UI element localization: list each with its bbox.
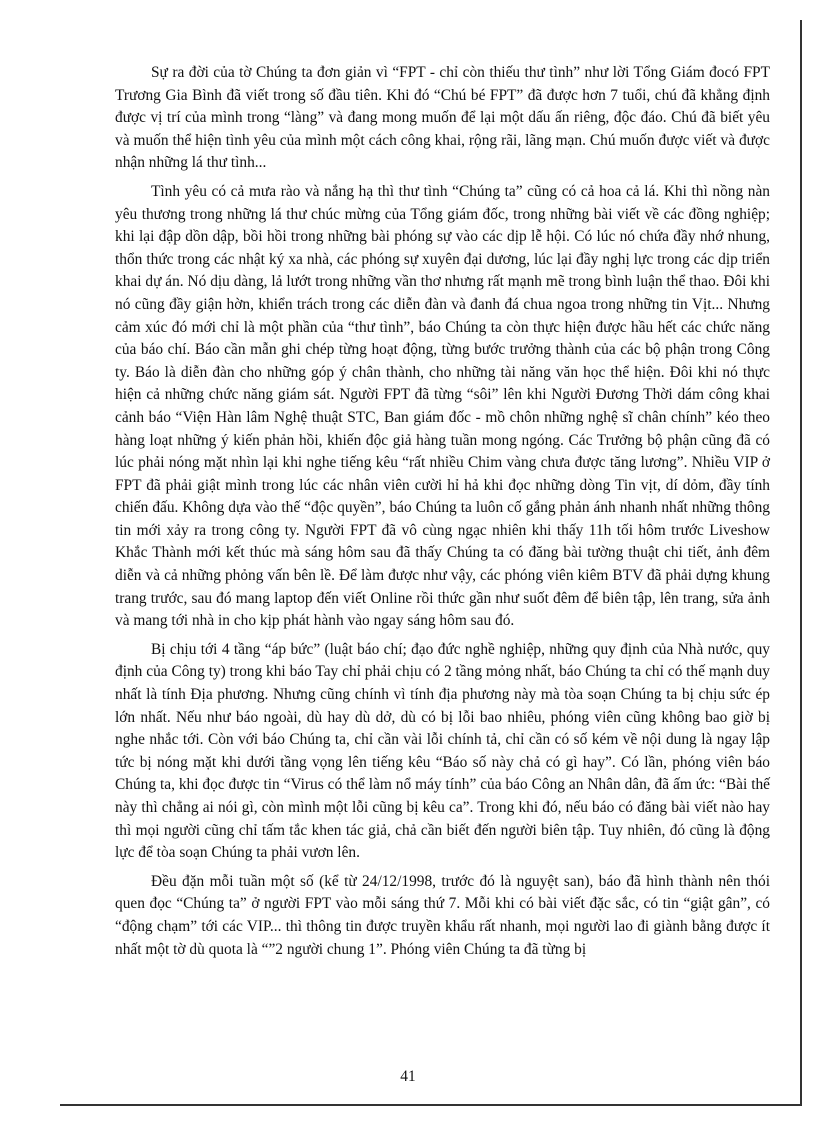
- paragraph-2: Tình yêu có cả mưa rào và nắng hạ thì thư tình “Chúng ta” cũng có cả hoa cả lá. Khi thì nồng nàn yêu thương trong những lá thư chúc mừng của Tổng giám đốc, trong những bài viết về các đồng nghiệp; khi lại đập dồn dập, bồi hồi trong những bài phóng sự vào các dịp lễ hội. Có lúc nó chứa đầy nhớ nhung, thổn thức trong các nhật ký xa nhà, các phóng sự xuyên đại dương, lúc lại đầy nghị lực trong các dịp triển khai dự án. Nó dịu dàng, lả lướt trong những vần thơ nhưng rất mạnh mẽ trong bình luận thể thao. Đôi khi nó cũng đầy giận hờn, khiển trách trong các diễn đàn và đanh đá chua ngoa trong những tin Vịt... Nhưng cảm xúc đó mới chỉ là một phần của “thư tình”, báo Chúng ta còn thực hiện được hầu hết các chức năng của báo chí. Báo cần mẫn ghi chép từng hoạt động, từng bước trưởng thành của các bộ phận trong Công ty. Báo là diễn đàn cho những góp ý chân thành, cho những tài năng văn học thể hiện. Đôi khi nó thực hiện cả những chức năng giám sát. Người FPT đã từng “sôi” lên khi Người Đương Thời dám công khai cảnh báo “Viện Hàn lâm Nghệ thuật STC, Ban giám đốc - mồ chôn những nghệ sĩ chân chính” kéo theo hàng loạt những ý kiến phản hồi, khiến độc giả hàng tuần mong ngóng. Các Trưởng bộ phận cũng đã có lúc phải nóng mặt nhìn lại khi nghe tiếng kêu “rất nhiều Chim vàng chưa được tăng lương”. Nhiều VIP ở FPT đã phải giật mình trong lúc các nhân viên cười hỉ hả khi đọc những dòng Tin vịt, dí dỏm, đầy tính chiến đấu. Không dựa vào thế “độc quyền”, báo Chúng ta luôn cố gắng phản ánh nhanh nhất những thông tin mới xảy ra trong công ty. Người FPT đã vô cùng ngạc nhiên khi thấy 11h tối hôm trước Liveshow Khắc Thành mới kết thúc mà sáng hôm sau đã thấy Chúng ta có đăng bài tường thuật chi tiết, ảnh đêm diễn và cả những phỏng vấn bên lề. Để làm được như vậy, các phóng viên kiêm BTV đã phải dựng khung trang trước, sau đó mang laptop đến viết Online rồi thức gần như suốt đêm để biên tập, lên trang, sửa ảnh và mang tới nhà in cho kịp phát hành vào ngay sáng hôm sau đó.: [115, 182, 770, 630]
- paragraph-3: Bị chịu tới 4 tầng “áp bức” (luật báo chí; đạo đức nghề nghiệp, những quy định của Nhà nước, quy định của Công ty) trong khi báo Tay chỉ phải chịu có 2 tầng mỏng nhất, báo Chúng ta chỉ có thế mạnh duy nhất là tính Địa phương. Nhưng cũng chính vì tính địa phương này mà tòa soạn Chúng ta bị chịu sức ép lớn nhất. Nếu như báo ngoài, dù hay dù dở, dù có bị lỗi bao nhiêu, phóng viên cũng không bao giờ bị nghe nhắc tới. Còn với báo Chúng ta, chỉ cần vài lỗi chính tả, chỉ cần có số kém về nội dung là ngay lập tức bị nóng mặt khi dưới tầng vọng lên tiếng kêu “Báo số này chả có gì hay”. Có lần, phóng viên báo Chúng ta, khi đọc được tin “Virus có thể làm nổ máy tính” của báo Công an Nhân dân, đã ấm ức: “Bài thế này thì chẳng ai nói gì, còn mình một lỗi cũng bị kêu ca”. Trong khi đó, nếu báo có đăng bài viết nào hay thì mọi người cũng chỉ tấm tắc khen tác giả, chả cần biết đến người biên tập. Tuy nhiên, đó cũng là động lực để tòa soạn Chúng ta phải vươn lên.: [115, 640, 770, 862]
- page-number: 41: [400, 1068, 416, 1085]
- page-border-right: [800, 20, 802, 1105]
- body-text: [115, 62, 770, 967]
- paragraph-4: Đều đặn mỗi tuần một số (kể từ 24/12/1998, trước đó là nguyệt san), báo đã hình thành nên thói quen đọc “Chúng ta” ở người FPT vào mỗi sáng thứ 7. Mỗi khi có bài viết đặc sắc, có tin “giật gân”, có “động chạm” tới các VIP... thì thông tin được truyền khẩu rất nhanh, mọi người lao đi giành bằng được ít nhất một tờ dù quota là “”2 người chung 1”. Phóng viên Chúng ta đã từng bị: [115, 872, 770, 958]
- paragraph-1: Sự ra đời của tờ Chúng ta đơn giản vì “FPT - chỉ còn thiếu thư tình” như lời Tổng Giám đocó FPT Trương Gia Bình đã viết trong số đầu tiên. Khi đó “Chú bé FPT” đã được hơn 7 tuổi, chú đã khẳng định được vị trí của mình trong “làng” và đang mong muốn để lại một dấu ấn riêng, độc đáo. Chú đã biết yêu và muốn thể hiện tình yêu của mình một cách công khai, rộng rãi, lãng mạn. Chú muốn được viết và được nhận những lá thư tình...: [115, 64, 770, 172]
- page-border-bottom: [60, 1104, 802, 1106]
